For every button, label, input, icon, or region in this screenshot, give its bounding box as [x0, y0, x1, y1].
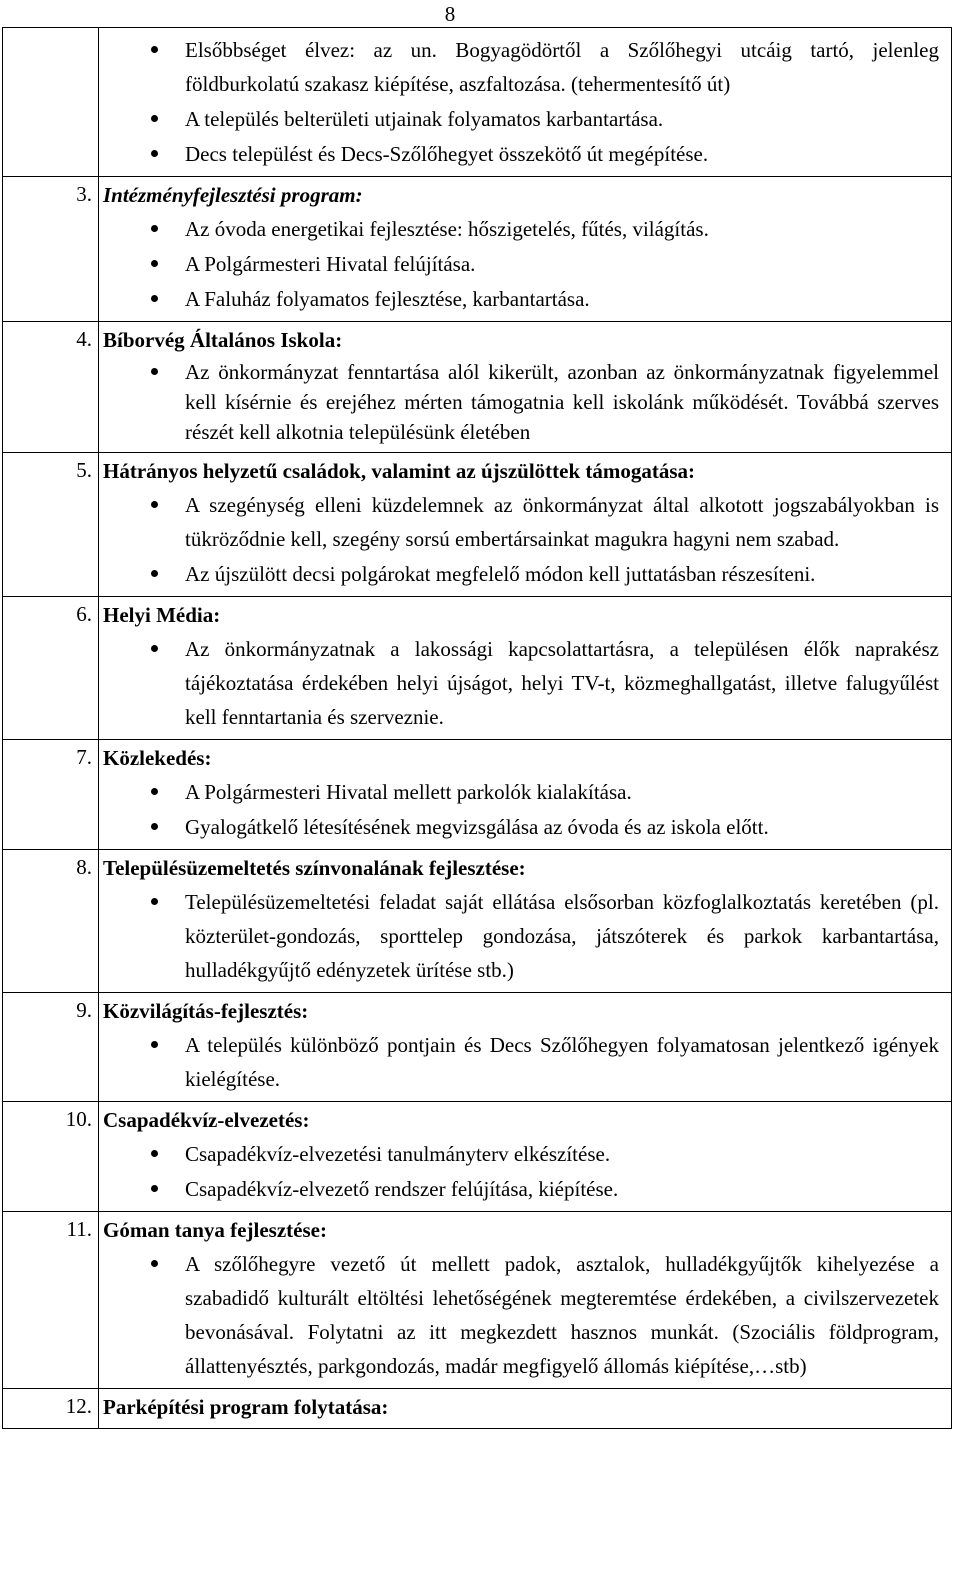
bullet-item: Az újszülött decsi polgárokat megfelelő módon kell juttatásban részesíteni.: [103, 557, 939, 591]
section-heading: Parképítési program folytatása:: [103, 1395, 389, 1419]
bullet-list: [103, 632, 939, 734]
row-content: [99, 993, 952, 1102]
bullet-item: Az óvoda energetikai fejlesztése: hőszigetelés, fűtés, világítás.: [103, 212, 939, 246]
section-heading: Góman tanya fejlesztése:: [103, 1218, 327, 1242]
row-number: 4.: [3, 322, 99, 453]
row-number: 7.: [3, 740, 99, 850]
row-content: [99, 1389, 952, 1429]
program-row: [3, 740, 952, 850]
bullet-item: Az önkormányzat fenntartása alól kikerült, azonban az önkormányzatnak figyelemmel kell kísérnie és erejéhez mérten támogatnia kell iskolánk működését. Továbbá szerves részét kell alkotnia településünk életében: [103, 357, 939, 447]
row-content: [99, 322, 952, 453]
section-heading: Településüzemeltetés színvonalának fejlesztése:: [103, 856, 526, 880]
bullet-item: Gyalogátkelő létesítésének megvizsgálása az óvoda és az iskola előtt.: [103, 810, 939, 844]
bullet-item: A Faluház folyamatos fejlesztése, karbantartása.: [103, 282, 939, 316]
row-number: 11.: [3, 1212, 99, 1389]
section-heading: Csapadékvíz-elvezetés:: [103, 1108, 310, 1132]
row-number: 6.: [3, 597, 99, 740]
bullet-item: A Polgármesteri Hivatal felújítása.: [103, 247, 939, 281]
section-heading: Hátrányos helyzetű családok, valamint az újszülöttek támogatása:: [103, 459, 696, 483]
bullet-item: Decs települést és Decs-Szőlőhegyet összekötő út megépítése.: [103, 137, 939, 171]
bullet-list: [103, 885, 939, 987]
program-row: [3, 453, 952, 597]
row-number: 12.: [3, 1389, 99, 1429]
section-heading: Intézményfejlesztési program:: [103, 183, 363, 207]
section-heading: Közlekedés:: [103, 746, 212, 770]
bullet-list: [103, 212, 939, 316]
bullet-item: A szegénység elleni küzdelemnek az önkormányzat által alkotott jogszabályokban is tükröződnie kell, szegény sorsú embertársainkat magukra hagyni nem szabad.: [103, 488, 939, 556]
program-row: [3, 1389, 952, 1429]
program-row: [3, 597, 952, 740]
bullet-item: Elsőbbséget élvez: az un. Bogyagödörtől a Szőlőhegyi utcáig tartó, jelenleg földburkolatú szakasz kiépítése, aszfaltozása. (tehermentesítő út): [103, 33, 939, 101]
bullet-item: A település belterületi utjainak folyamatos karbantartása.: [103, 102, 939, 136]
program-table-body: [3, 28, 952, 1429]
bullet-list: [103, 488, 939, 591]
row-content: [99, 740, 952, 850]
row-number: 3.: [3, 177, 99, 322]
bullet-item: Településüzemeltetési feladat saját ellátása elsősorban közfoglalkoztatás keretében (pl. közterület-gondozás, sporttelep gondozása, játszóterek és parkok karbantartása, hulladékgyűjtő edényzetek ürítése stb.): [103, 885, 939, 987]
row-content: [99, 177, 952, 322]
program-row: [3, 1212, 952, 1389]
row-number: 5.: [3, 453, 99, 597]
program-row: [3, 322, 952, 453]
program-row: [3, 850, 952, 993]
row-content: [99, 1212, 952, 1389]
row-number: [3, 28, 99, 177]
row-content: [99, 850, 952, 993]
section-heading: Helyi Média:: [103, 603, 221, 627]
bullet-item: Csapadékvíz-elvezető rendszer felújítása, kiépítése.: [103, 1172, 939, 1206]
row-number: 9.: [3, 993, 99, 1102]
bullet-item: A Polgármesteri Hivatal mellett parkolók kialakítása.: [103, 775, 939, 809]
bullet-list: [103, 33, 939, 171]
section-heading: Bíborvég Általános Iskola:: [103, 328, 343, 352]
program-row: [3, 177, 952, 322]
bullet-list: [103, 1137, 939, 1206]
bullet-item: A település különböző pontjain és Decs Szőlőhegyen folyamatosan jelentkező igények kielégítése.: [103, 1028, 939, 1096]
program-row: [3, 28, 952, 177]
program-table: [2, 27, 952, 1429]
bullet-list: [103, 1247, 939, 1383]
row-content: [99, 1102, 952, 1212]
program-row: [3, 993, 952, 1102]
row-number: 10.: [3, 1102, 99, 1212]
bullet-item: A szőlőhegyre vezető út mellett padok, asztalok, hulladékgyűjtők kihelyezése a szabadidő kulturált eltöltési lehetőségének megteremtése érdekében, a civilszervezetek bevonásával. Folytatni az itt megkezdett hasznos munkát. (Szociális földprogram, állattenyésztés, parkgondozás, madár megfigyelő állomás kiépítése,…stb): [103, 1247, 939, 1383]
row-content: [99, 453, 952, 597]
bullet-list: [103, 357, 939, 447]
row-content: [99, 28, 952, 177]
bullet-list: [103, 775, 939, 844]
section-heading: Közvilágítás-fejlesztés:: [103, 999, 309, 1023]
program-row: [3, 1102, 952, 1212]
row-number: 8.: [3, 850, 99, 993]
row-content: [99, 597, 952, 740]
page-number: 8: [444, 2, 456, 26]
bullet-list: [103, 1028, 939, 1096]
bullet-item: Csapadékvíz-elvezetési tanulmányterv elkészítése.: [103, 1137, 939, 1171]
bullet-item: Az önkormányzatnak a lakossági kapcsolattartásra, a településen élők naprakész tájékoztatása érdekében helyi újságot, helyi TV-t, közmeghallgatást, illetve falugyűlést kell fenntartania és szerveznie.: [103, 632, 939, 734]
